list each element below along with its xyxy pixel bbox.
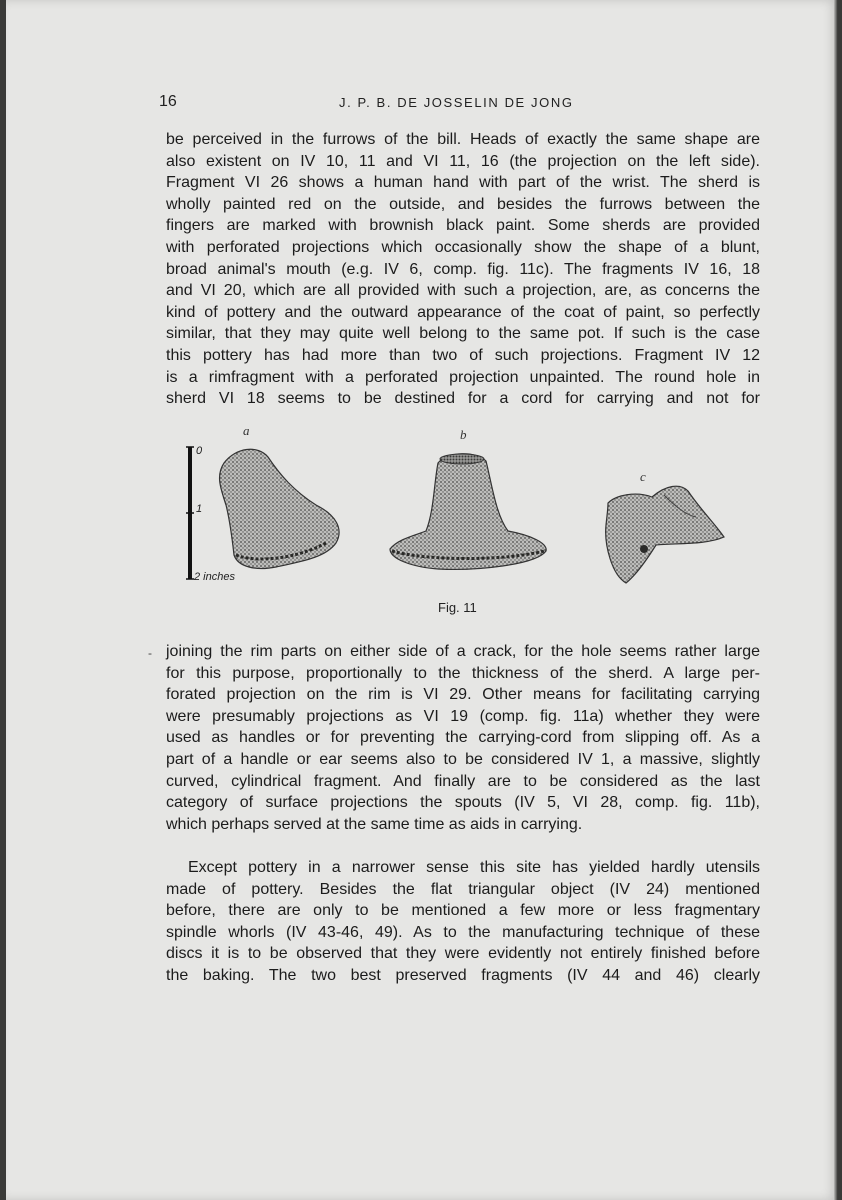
paragraph-1	[166, 129, 760, 410]
text-line: with perforated projections which occasionally show the shape of a blunt,	[166, 238, 760, 256]
text-line: curved, cylindrical fragment. And finally are to be considered as the last	[166, 772, 760, 790]
figure-drawings	[176, 425, 776, 600]
text-line: made of pottery. Besides the flat triangular object (IV 24) mentioned	[166, 880, 760, 898]
text-line: the baking. The two best preserved fragments (IV 44 and 46) clearly	[166, 966, 760, 984]
label-c: c	[640, 469, 646, 484]
scale-label-0: 0	[196, 445, 203, 457]
text-line: discs it is to be observed that they were evidently not entirely finished before	[166, 945, 760, 963]
book-page	[6, 0, 838, 1200]
text-line: kind of pottery and the outward appearance of the coat of paint, so perfectly	[166, 303, 760, 321]
text-line: category of surface projections the spouts (IV 5, VI 28, comp. fig. 11b),	[166, 794, 760, 812]
paragraph-2	[166, 641, 760, 835]
fragment-c-drawing	[606, 486, 724, 583]
text-line: also existent on IV 10, 11 and VI 11, 16 (the projection on the left side).	[166, 152, 760, 170]
text-line: be perceived in the furrows of the bill. Heads of exactly the same shape are	[166, 131, 760, 148]
text-line: for this purpose, proportionally to the thickness of the sherd. A large per-	[166, 664, 760, 682]
figure-11	[176, 425, 776, 625]
page-edge-shadow	[834, 0, 838, 1200]
text-line: is a rimfragment with a perforated projection unpainted. The round hole in	[166, 368, 760, 386]
running-head: J. P. B. DE JOSSELIN DE JONG	[339, 95, 574, 110]
scale-label-2-inches: 2 inches	[194, 571, 235, 583]
text-line: before, there are only to be mentioned a few more or less fragmentary	[166, 902, 760, 920]
text-line: similar, that they may quite well belong to the same pot. If such is the case	[166, 325, 760, 343]
text-line: part of a handle or ear seems also to be considered IV 1, a massive, slightly	[166, 750, 760, 768]
fragment-a-drawing	[220, 449, 340, 568]
text-line: forated projection on the rim is VI 29. Other means for facilitating carrying	[166, 686, 760, 704]
page-number: 16	[159, 93, 177, 110]
page-header	[159, 93, 759, 115]
scale-label-1: 1	[196, 503, 203, 515]
text-line: were presumably projections as VI 19 (comp. fig. 11a) whether they were	[166, 707, 760, 725]
label-b: b	[460, 427, 467, 442]
text-line: broad animal's mouth (e.g. IV 6, comp. fig. 11c). The fragments IV 16, 18	[166, 260, 760, 278]
text-line: and VI 20, which are all provided with such a projection, are, as concerns the	[166, 282, 760, 300]
text-line: fingers are marked with brownish black paint. Some sherds are provided	[166, 217, 760, 235]
text-line: which perhaps served at the same time as aids in carrying.	[166, 815, 583, 833]
scale-bar	[186, 447, 194, 579]
label-a: a	[243, 423, 250, 438]
text-line: joining the rim parts on either side of a crack, for the hole seems rather large	[166, 643, 760, 660]
text-line: this pottery has had more than two of such projections. Fragment IV 12	[166, 346, 760, 364]
text-line: Except pottery in a narrower sense this site has yielded hardly utensils	[188, 859, 760, 876]
text-line: sherd VI 18 seems to be destined for a cord for carrying and not for	[166, 390, 760, 408]
text-line: Fragment VI 26 shows a human hand with part of the wrist. The sherd is	[166, 174, 760, 192]
text-line: used as handles or for preventing the carrying-cord from slipping off. As a	[166, 729, 760, 747]
text-line: wholly painted red on the outside, and besides the furrows between the	[166, 195, 760, 213]
fragment-b-drawing	[390, 454, 546, 570]
margin-mark: -	[148, 646, 152, 660]
text-line: spindle whorls (IV 43-46, 49). As to the manufacturing technique of these	[166, 923, 760, 941]
figure-caption: Fig. 11	[438, 600, 477, 615]
paragraph-3	[166, 857, 760, 987]
